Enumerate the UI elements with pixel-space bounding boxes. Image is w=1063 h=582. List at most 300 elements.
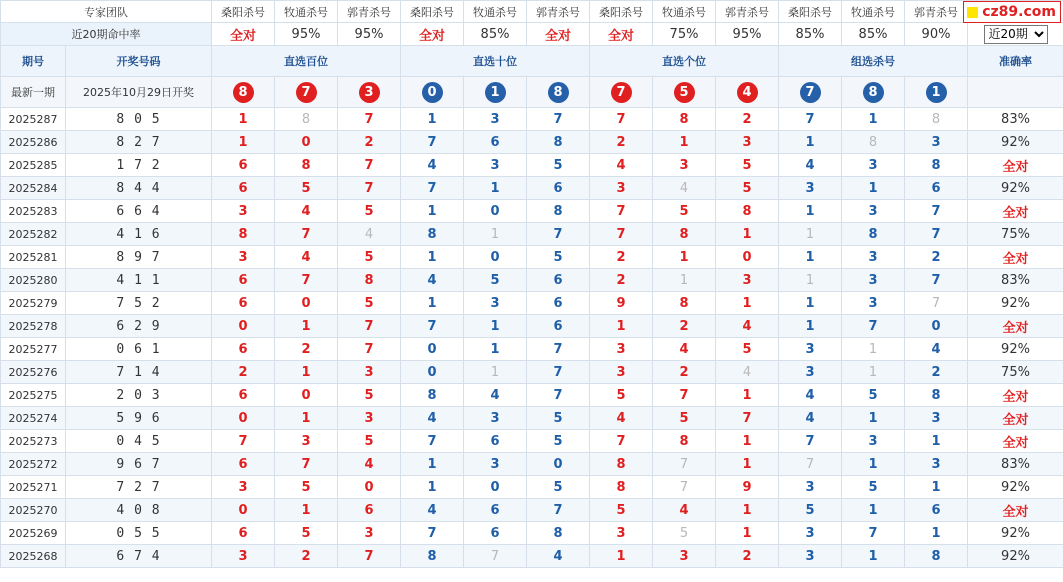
latest-ball-cell [905,77,968,108]
kill-number: 4 [464,384,527,407]
accuracy-value: 全对 [968,154,1063,177]
kill-number: 0 [464,476,527,499]
kill-number: 3 [842,430,905,453]
period-number: 2025278 [1,315,66,338]
kill-number: 1 [464,177,527,200]
kill-number: 1 [905,522,968,545]
latest-number-ball: 3 [359,82,380,103]
draw-number: 0 6 1 [66,338,212,361]
kill-number: 3 [212,476,275,499]
kill-number: 0 [464,246,527,269]
kill-number: 7 [338,338,401,361]
kill-number: 6 [212,292,275,315]
history-row [1,361,1063,384]
kill-number: 1 [401,246,464,269]
kill-number: 1 [842,545,905,568]
kill-number: 2 [905,246,968,269]
kill-number: 7 [905,269,968,292]
kill-number: 4 [401,154,464,177]
kill-number: 0 [275,384,338,407]
kill-number: 2 [590,131,653,154]
history-row [1,200,1063,223]
kill-number: 3 [590,177,653,200]
kill-number: 1 [716,223,779,246]
kill-number: 7 [779,108,842,131]
kill-number: 3 [905,407,968,430]
period-number: 2025269 [1,522,66,545]
kill-number: 3 [212,545,275,568]
kill-number: 3 [653,154,716,177]
kill-number-miss: 4 [338,223,401,246]
period-number: 2025276 [1,361,66,384]
kill-number: 1 [905,476,968,499]
kill-number-miss: 8 [842,131,905,154]
kill-number: 2 [275,545,338,568]
kill-number: 5 [338,292,401,315]
latest-number-ball: 7 [800,82,821,103]
latest-number-ball: 7 [296,82,317,103]
history-row [1,499,1063,522]
kill-number: 3 [779,522,842,545]
kill-number: 1 [716,499,779,522]
kill-number: 0 [464,200,527,223]
expert-name: 桑阳杀号 [212,1,275,23]
kill-number: 3 [779,177,842,200]
kill-number: 6 [212,453,275,476]
team-label: 专家团队 [1,1,212,23]
draw-number: 7 1 4 [66,361,212,384]
kill-number: 6 [464,522,527,545]
kill-number: 1 [401,476,464,499]
kill-number: 0 [212,315,275,338]
expert-hit-rate: 75% [653,23,716,46]
kill-number: 7 [590,430,653,453]
kill-number-miss: 1 [842,361,905,384]
kill-number-miss: 7 [653,476,716,499]
kill-number: 4 [653,499,716,522]
latest-number-ball: 1 [926,82,947,103]
period-range-select[interactable] [984,25,1048,44]
expert-team-row [1,1,1063,23]
kill-number-miss: 4 [716,361,779,384]
draw-number: 7 2 7 [66,476,212,499]
kill-number: 7 [212,430,275,453]
kill-number: 3 [338,407,401,430]
kill-number: 4 [590,407,653,430]
period-number: 2025283 [1,200,66,223]
hit-rate-row [1,23,1063,46]
kill-number: 8 [338,269,401,292]
header-period: 期号 [1,46,66,77]
kill-number: 6 [464,131,527,154]
kill-number: 5 [527,407,590,430]
kill-number: 1 [842,108,905,131]
kill-number: 0 [905,315,968,338]
latest-ball-cell [590,77,653,108]
kill-number: 0 [401,338,464,361]
site-logo[interactable] [963,1,1061,23]
kill-number: 5 [527,154,590,177]
accuracy-value: 全对 [968,499,1063,522]
period-number: 2025275 [1,384,66,407]
kill-number: 7 [401,177,464,200]
kill-number: 0 [275,131,338,154]
latest-ball-cell [779,77,842,108]
draw-number: 7 5 2 [66,292,212,315]
draw-number: 6 7 4 [66,545,212,568]
history-row [1,338,1063,361]
kill-number: 8 [905,384,968,407]
kill-number: 3 [212,246,275,269]
accuracy-value: 全对 [968,384,1063,407]
draw-number: 6 6 4 [66,200,212,223]
period-number: 2025287 [1,108,66,131]
kill-number: 8 [275,154,338,177]
expert-hit-rate: 90% [905,23,968,46]
kill-number: 8 [590,476,653,499]
period-number: 2025284 [1,177,66,200]
kill-number: 5 [338,384,401,407]
kill-number: 7 [275,269,338,292]
kill-number: 0 [401,361,464,384]
expert-hit-rate: 95% [275,23,338,46]
kill-number: 5 [779,499,842,522]
kill-number: 1 [275,499,338,522]
history-row [1,453,1063,476]
expert-name: 桑阳杀号 [401,1,464,23]
kill-number-miss: 4 [653,177,716,200]
draw-number: 5 9 6 [66,407,212,430]
kill-number: 1 [464,338,527,361]
kill-number: 4 [779,154,842,177]
kill-number: 1 [842,177,905,200]
accuracy-value: 92% [968,177,1063,200]
kill-number: 6 [527,292,590,315]
kill-number-miss: 1 [842,338,905,361]
kill-number-miss: 1 [779,269,842,292]
kill-number: 2 [590,246,653,269]
draw-number: 8 0 5 [66,108,212,131]
kill-number-miss: 7 [779,453,842,476]
kill-number: 6 [212,384,275,407]
kill-number: 1 [716,522,779,545]
draw-number: 8 4 4 [66,177,212,200]
kill-number: 3 [842,292,905,315]
kill-number: 5 [527,246,590,269]
kill-number: 3 [716,269,779,292]
period-number: 2025273 [1,430,66,453]
latest-ball-cell [716,77,779,108]
kill-number: 6 [527,269,590,292]
kill-number: 6 [905,177,968,200]
kill-number: 7 [527,108,590,131]
latest-ball-cell [401,77,464,108]
expert-hit-rate: 全对 [590,23,653,46]
expert-name: 郭青杀号 [527,1,590,23]
period-number: 2025277 [1,338,66,361]
kill-number: 7 [401,315,464,338]
kill-number: 2 [716,108,779,131]
latest-ball-cell [842,77,905,108]
kill-number: 6 [527,315,590,338]
kill-number-miss: 8 [275,108,338,131]
history-row [1,545,1063,568]
kill-number: 1 [212,131,275,154]
kill-number: 8 [905,154,968,177]
kill-number: 4 [275,246,338,269]
kill-number: 4 [401,407,464,430]
kill-number: 4 [653,338,716,361]
kill-number-miss: 7 [464,545,527,568]
kill-number: 5 [842,476,905,499]
kill-number: 1 [212,108,275,131]
accuracy-value: 全对 [968,246,1063,269]
kill-number: 6 [905,499,968,522]
kill-number: 3 [779,338,842,361]
draw-number: 8 9 7 [66,246,212,269]
header-tens: 直选十位 [401,46,590,77]
kill-number: 7 [338,154,401,177]
expert-hit-rate: 85% [779,23,842,46]
kill-number: 6 [527,177,590,200]
expert-hit-rate: 全对 [212,23,275,46]
kill-number: 5 [275,476,338,499]
kill-number-miss: 1 [653,269,716,292]
kill-number: 8 [590,453,653,476]
kill-number: 1 [401,108,464,131]
kill-number: 7 [527,223,590,246]
kill-number: 3 [905,453,968,476]
kill-number: 1 [905,430,968,453]
kill-number-miss: 8 [905,108,968,131]
kill-number: 4 [716,315,779,338]
kill-number: 5 [338,200,401,223]
kill-number: 3 [779,361,842,384]
kill-number: 1 [401,292,464,315]
kill-number: 3 [464,453,527,476]
kill-number: 3 [464,292,527,315]
kill-number: 1 [464,315,527,338]
latest-ball-cell [527,77,590,108]
kill-number: 5 [275,177,338,200]
expert-name: 牧通杀号 [653,1,716,23]
accuracy-value: 75% [968,223,1063,246]
header-group-kill: 组选杀号 [779,46,968,77]
kill-number: 7 [527,499,590,522]
history-row [1,292,1063,315]
period-number: 2025271 [1,476,66,499]
period-select-cell [968,23,1063,46]
accuracy-value: 全对 [968,407,1063,430]
latest-ball-cell [464,77,527,108]
period-number: 2025268 [1,545,66,568]
kill-number: 3 [779,476,842,499]
kill-number: 3 [590,361,653,384]
kill-number: 6 [464,499,527,522]
latest-number-ball: 0 [422,82,443,103]
history-row [1,269,1063,292]
kill-number: 4 [527,545,590,568]
kill-number: 9 [590,292,653,315]
kill-number: 6 [464,430,527,453]
kill-number: 3 [842,246,905,269]
expert-hit-rate: 全对 [401,23,464,46]
kill-number: 4 [275,200,338,223]
kill-number: 7 [527,361,590,384]
kill-number: 3 [464,154,527,177]
kill-number: 3 [842,154,905,177]
accuracy-value: 75% [968,361,1063,384]
kill-number: 7 [338,177,401,200]
kill-number: 7 [527,338,590,361]
expert-hit-rate: 95% [716,23,779,46]
latest-period-row [1,77,1063,108]
accuracy-value: 83% [968,269,1063,292]
kill-number: 1 [716,430,779,453]
kill-number: 6 [212,269,275,292]
kill-number: 3 [590,338,653,361]
header-hundreds: 直选百位 [212,46,401,77]
period-number: 2025270 [1,499,66,522]
latest-label: 最新一期 [1,77,66,108]
kill-number: 7 [905,200,968,223]
kill-number-miss: 7 [905,292,968,315]
expert-hit-rate: 85% [842,23,905,46]
kill-number: 3 [275,430,338,453]
kill-number: 1 [653,131,716,154]
kill-number: 0 [716,246,779,269]
kill-number: 4 [779,384,842,407]
latest-number-ball: 4 [737,82,758,103]
latest-number-ball: 8 [233,82,254,103]
kill-number: 3 [653,545,716,568]
kill-number: 2 [653,315,716,338]
draw-number: 9 6 7 [66,453,212,476]
draw-number: 4 1 6 [66,223,212,246]
expert-hit-rate: 全对 [527,23,590,46]
kill-number-miss: 5 [653,522,716,545]
history-row [1,223,1063,246]
kill-number: 8 [401,223,464,246]
kill-number: 7 [401,522,464,545]
draw-number: 1 7 2 [66,154,212,177]
kill-number: 0 [275,292,338,315]
kill-number: 1 [716,384,779,407]
kill-number: 1 [401,200,464,223]
kill-number: 4 [401,499,464,522]
kill-number: 7 [338,545,401,568]
expert-hit-rate: 85% [464,23,527,46]
latest-number-ball: 7 [611,82,632,103]
header-accuracy: 准确率 [968,46,1063,77]
kill-number: 1 [653,246,716,269]
kill-number: 3 [842,200,905,223]
kill-number: 3 [464,108,527,131]
kill-number: 2 [653,361,716,384]
kill-number: 8 [653,292,716,315]
kill-number: 3 [464,407,527,430]
expert-name: 郭青杀号 [338,1,401,23]
kill-number: 6 [212,154,275,177]
latest-number-ball: 8 [863,82,884,103]
kill-number: 6 [212,522,275,545]
kill-number: 5 [275,522,338,545]
history-row [1,131,1063,154]
period-number: 2025274 [1,407,66,430]
draw-number: 4 1 1 [66,269,212,292]
accuracy-value: 全对 [968,200,1063,223]
period-number: 2025272 [1,453,66,476]
kill-number: 3 [338,522,401,545]
logo-text: cz89.com [982,4,1056,20]
kill-number: 8 [842,223,905,246]
kill-number: 1 [779,315,842,338]
kill-number: 1 [779,131,842,154]
kill-number: 3 [842,269,905,292]
kill-number-miss: 1 [779,223,842,246]
kill-number: 6 [212,338,275,361]
history-row [1,476,1063,499]
kill-number: 1 [275,407,338,430]
expert-name: 桑阳杀号 [590,1,653,23]
kill-number: 5 [716,338,779,361]
latest-number-ball: 5 [674,82,695,103]
period-number: 2025282 [1,223,66,246]
kill-number: 2 [212,361,275,384]
period-number: 2025280 [1,269,66,292]
period-number: 2025279 [1,292,66,315]
kill-number: 8 [527,522,590,545]
kill-number: 1 [401,453,464,476]
kill-number: 5 [590,384,653,407]
kill-number: 3 [338,361,401,384]
kill-number: 7 [338,315,401,338]
kill-number: 7 [338,108,401,131]
kill-number: 4 [401,269,464,292]
accuracy-value: 全对 [968,315,1063,338]
header-draw-number: 开奖号码 [66,46,212,77]
kill-number: 8 [653,223,716,246]
accuracy-value: 92% [968,476,1063,499]
kill-number: 0 [338,476,401,499]
kill-number: 4 [779,407,842,430]
kill-number: 1 [716,292,779,315]
kill-number: 7 [590,223,653,246]
kill-number: 3 [590,522,653,545]
kill-number: 5 [842,384,905,407]
kill-number-miss: 1 [464,223,527,246]
kill-number: 4 [590,154,653,177]
kill-number: 5 [716,154,779,177]
history-row [1,384,1063,407]
period-number: 2025286 [1,131,66,154]
kill-number: 1 [590,315,653,338]
kill-number: 6 [338,499,401,522]
kill-number: 8 [401,384,464,407]
history-row [1,154,1063,177]
kill-number: 1 [275,315,338,338]
kill-number: 7 [401,430,464,453]
kill-number: 8 [527,131,590,154]
kill-number: 3 [779,545,842,568]
kill-number: 7 [527,384,590,407]
kill-number: 5 [527,430,590,453]
kill-number: 8 [212,223,275,246]
kill-number: 7 [275,453,338,476]
expert-name: 牧通杀号 [842,1,905,23]
latest-ball-cell [212,77,275,108]
kill-number: 7 [653,384,716,407]
